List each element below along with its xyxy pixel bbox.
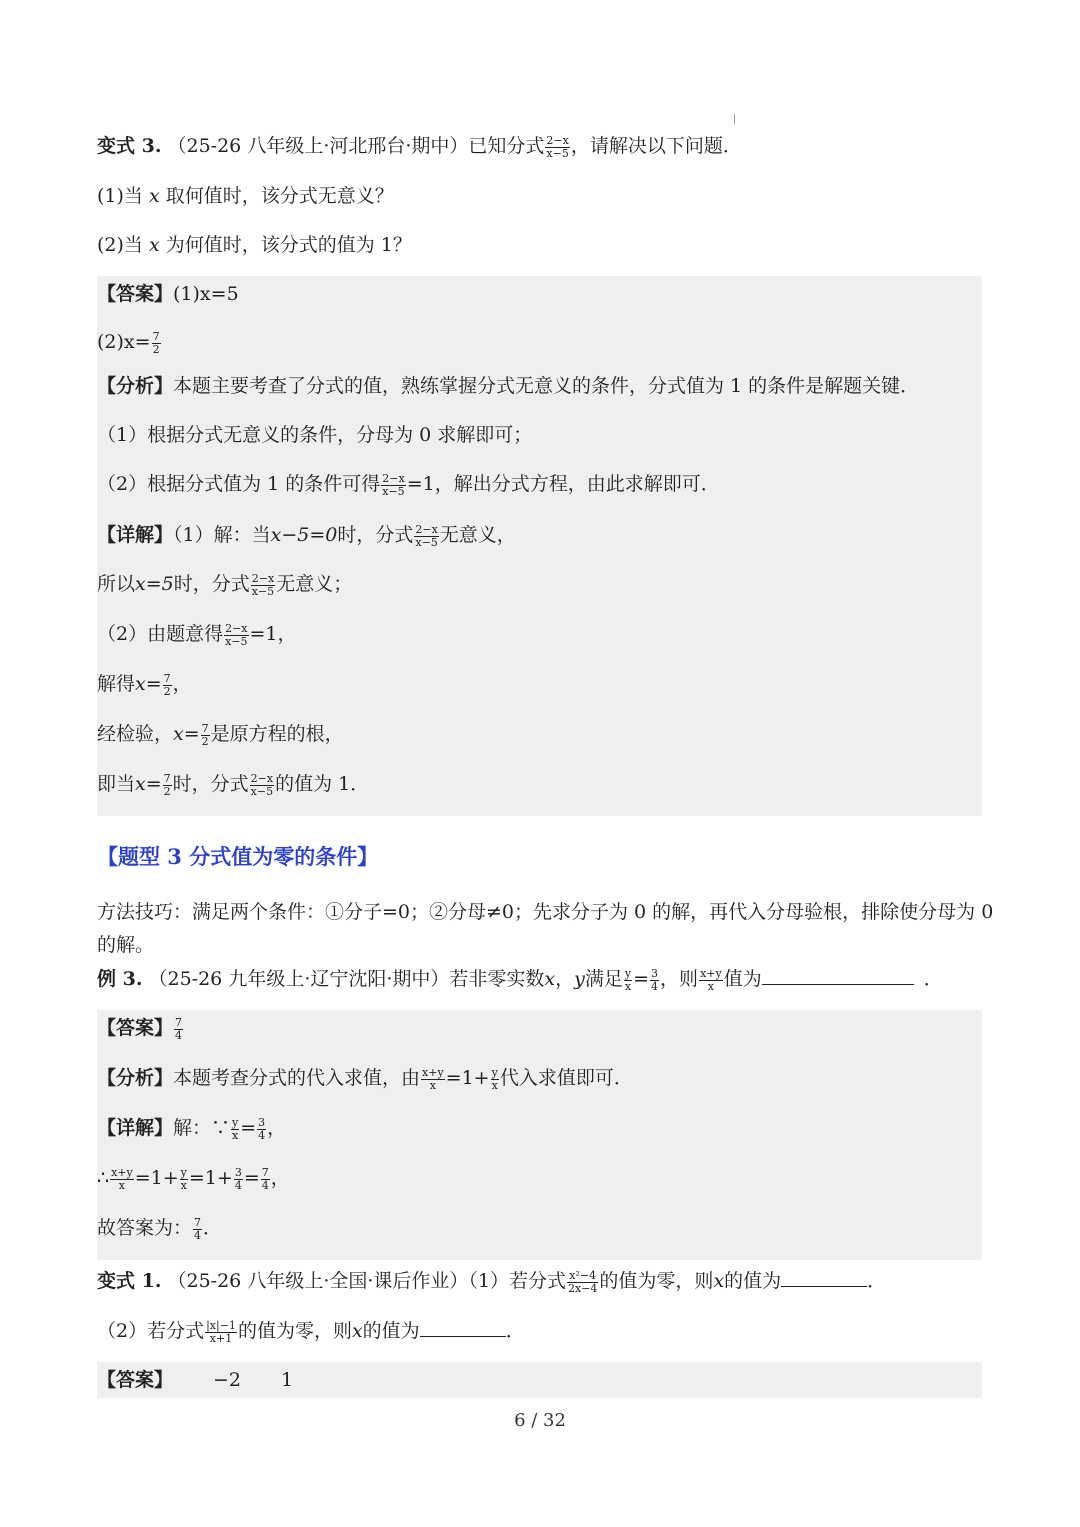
fraction-denominator: x−5	[250, 784, 274, 798]
fraction-denominator: 2	[163, 684, 171, 698]
detail-1-pre: （1）解：当	[173, 524, 271, 546]
analysis-2-pre: （2）根据分式值为 1 的条件可得	[97, 473, 381, 495]
fraction-xy-x	[110, 1167, 134, 1192]
fraction-denominator: x−5	[251, 584, 275, 598]
analysis-2-post: =1，解出分式方程，由此求解即可．	[406, 473, 720, 495]
detail-label: 【详解】	[97, 524, 174, 546]
q2-var: x	[351, 1320, 363, 1342]
answer-blank[interactable]	[762, 966, 914, 985]
example3-label: 例 3.	[97, 968, 143, 990]
fraction-numerator: 7	[194, 1215, 202, 1229]
box1-detail-2	[97, 572, 352, 598]
box1-analysis-1	[97, 423, 532, 447]
detail-1-post: 无意义，	[439, 524, 516, 546]
fraction-numerator: 3	[258, 1115, 266, 1129]
box2-answer	[97, 1016, 184, 1042]
analysis-label: 【分析】	[97, 1067, 174, 1089]
fraction-denominator: 4	[651, 979, 659, 993]
fraction-denominator: 4	[194, 1228, 202, 1242]
q1-post: 取何值时，该分式无意义？	[165, 185, 394, 207]
equals: =	[633, 968, 650, 990]
q1-pre: (1)当	[97, 185, 143, 207]
fraction-denominator: x	[707, 979, 714, 993]
detail-5-var: x=	[173, 723, 200, 745]
fraction-denominator: 2	[152, 342, 160, 356]
fraction-2x-x5	[414, 524, 438, 549]
fraction-denominator: x	[429, 1078, 436, 1092]
analysis-1: （1）根据分式无意义的条件，分母为 0 求解即可；	[97, 424, 533, 446]
box1-analysis-2	[97, 472, 720, 498]
fraction-numerator: 2−x	[251, 571, 275, 585]
detail-2-mid2: 时，分式	[173, 573, 250, 595]
fraction-numerator: 3	[234, 1165, 242, 1179]
detail-2-mid: x=5	[135, 573, 174, 595]
example3-end: ．	[923, 968, 943, 990]
separator: ，	[555, 968, 575, 990]
q2-post: 为何值时，该分式的值为 1？	[165, 234, 412, 256]
equals: =	[240, 1117, 257, 1139]
fraction-denominator: x	[118, 1178, 126, 1192]
box2-analysis	[97, 1066, 633, 1092]
method-line-1: 方法技巧：满足两个条件：①分子=0；②分母≠0；先求分子为 0 的解，再代入分母验根，排除使分母为 0	[97, 901, 994, 923]
q1-var: x	[713, 1270, 725, 1292]
fraction-7-4	[193, 1217, 202, 1242]
box1-detail-4	[97, 672, 192, 698]
fraction-denominator: x−5	[382, 484, 405, 498]
detail-label: 【详解】	[97, 1117, 174, 1139]
fraction-7-2	[163, 673, 172, 698]
detail-2-pre: ∴	[97, 1167, 110, 1189]
fraction-3-4	[650, 968, 659, 993]
answer-2: 1	[281, 1369, 294, 1391]
detail-2-pre: 所以	[97, 573, 136, 595]
fraction-numerator: 3	[651, 966, 659, 980]
fraction-y-x	[231, 1117, 239, 1142]
box1-detail-1	[97, 523, 516, 549]
q2-pre: (2)当	[97, 234, 143, 256]
variant1-source: （25-26 八年级上·全国·课后作业）	[167, 1270, 469, 1292]
detail-1-mid2: 时，分式	[337, 524, 414, 546]
detail-2-post: ，	[270, 1167, 290, 1189]
fraction-denominator: x	[180, 1178, 187, 1192]
fraction-numerator: 2−x	[250, 771, 274, 785]
example3-source: （25-26 九年级上·辽宁沈阳·期中）	[148, 968, 450, 990]
box1-detail-5	[97, 722, 344, 748]
fraction-numerator: x+y	[700, 966, 722, 980]
fraction-2x-x5	[224, 623, 248, 648]
fraction-numerator: y	[624, 966, 632, 980]
variant3-question	[97, 134, 742, 160]
q2-mid: 的值为零，则	[237, 1320, 352, 1342]
fraction-numerator: 7	[175, 1015, 183, 1029]
fraction-y-x	[624, 968, 632, 993]
detail-6-mid: 时，分式	[172, 773, 249, 795]
fraction-denominator: 2x−4	[568, 1281, 598, 1295]
variant1-q2	[97, 1318, 525, 1345]
fraction-denominator: 4	[261, 1178, 269, 1192]
fraction-numerator: 7	[261, 1165, 269, 1179]
fraction-numerator: 7	[163, 771, 171, 785]
fraction-numerator: 2−x	[382, 471, 405, 485]
fraction-numerator: y	[491, 1065, 498, 1079]
q1-var: x	[148, 185, 160, 207]
analysis-mid: =1+	[445, 1067, 490, 1089]
q2-post: 的值为	[362, 1320, 420, 1342]
example3-text-b: 满足	[584, 968, 623, 990]
detail-5-post: 是原方程的根，	[210, 723, 344, 745]
box1-analysis	[97, 374, 919, 398]
answer-1: (1)x=5	[173, 283, 239, 305]
variant3-label: 变式 3.	[97, 135, 162, 157]
example3-text-d: 值为	[723, 968, 762, 990]
box1-answer	[97, 282, 239, 306]
detail-6-post: 的值为 1．	[275, 773, 370, 795]
fraction-denominator: 4	[175, 1028, 183, 1042]
detail-6-var: x=	[135, 773, 162, 795]
detail-1-pre: 解：∵	[173, 1117, 231, 1139]
detail-5-pre: 经检验，	[97, 723, 174, 745]
var-y: y	[574, 968, 585, 990]
box1-detail-3	[97, 622, 297, 648]
box2-detail-3	[97, 1216, 222, 1242]
fraction-y-x	[180, 1167, 188, 1192]
fraction-xy-x	[699, 968, 723, 993]
fraction-denominator: x	[232, 1128, 239, 1142]
fraction-y-x	[491, 1067, 499, 1092]
q2-pre: （2）若分式	[97, 1320, 205, 1342]
fraction-3-4	[234, 1167, 243, 1192]
box3-answer	[97, 1368, 293, 1392]
answer-1: −2	[213, 1369, 242, 1391]
fraction-numerator: 2−x	[415, 522, 438, 536]
fraction-7-4	[261, 1167, 270, 1192]
fraction-numerator: x+y	[422, 1065, 444, 1079]
example3-text-c: ，则	[660, 968, 699, 990]
section-title: 【题型 3 分式值为零的条件】	[97, 844, 379, 869]
example3-text-a: 若非零实数	[449, 968, 545, 990]
fraction-7-2	[152, 331, 161, 356]
q2-var: x	[148, 234, 160, 256]
fraction-denominator: x−5	[225, 634, 248, 648]
variant3-q1	[97, 184, 394, 208]
fraction-denominator: x+1	[209, 1331, 233, 1345]
detail-3-pre: （2）由题意得	[97, 623, 224, 645]
fraction-numerator: 2−x	[546, 133, 569, 147]
variant3-q2	[97, 233, 412, 257]
fraction-denominator: x	[624, 979, 632, 993]
detail-3-post: ．	[203, 1217, 223, 1239]
variant3-source: （25-26 八年级上·河北邢台·期中）	[167, 135, 469, 157]
fraction-numerator: x+y	[111, 1165, 133, 1179]
fraction-2x-x5	[251, 573, 275, 598]
fraction-7-4	[174, 1017, 183, 1042]
fraction-2x-x5	[250, 773, 274, 798]
detail-2-post: 无意义；	[276, 573, 353, 595]
q1-end: ．	[867, 1270, 887, 1292]
fraction-denominator: 4	[258, 1128, 266, 1142]
fraction-numerator: y	[180, 1165, 187, 1179]
detail-2-c: =	[243, 1167, 260, 1189]
detail-2-a: =1+	[134, 1167, 179, 1189]
example3-question	[97, 966, 943, 993]
fraction-7-2	[163, 773, 172, 798]
fraction-denominator: 4	[234, 1178, 242, 1192]
detail-4-var: x=	[135, 673, 162, 695]
variant1-q1	[97, 1268, 886, 1295]
answer-blank-2[interactable]	[420, 1318, 506, 1337]
answer-label: 【答案】	[97, 1017, 174, 1039]
fraction-denominator: 2	[201, 734, 209, 748]
analysis-pre: 本题考查分式的代入求值，由	[173, 1067, 421, 1089]
detail-1-post: ，	[267, 1117, 287, 1139]
fraction-7-2	[201, 723, 210, 748]
fraction-denominator: x−5	[546, 146, 569, 160]
q1-pre: （1）若分式	[468, 1270, 566, 1292]
fraction-numerator: 7	[152, 329, 160, 343]
fraction-numerator: y	[232, 1115, 239, 1129]
margin-tick	[734, 114, 735, 124]
fraction-numerator: x²−4	[567, 1270, 598, 1283]
box1-detail-6	[97, 772, 369, 798]
variant3-text-b: ，请解决以下问题．	[570, 135, 742, 157]
analysis-label: 【分析】	[97, 375, 174, 397]
detail-1-mid: x−5=0	[270, 524, 338, 546]
method-line-2: 的解。	[97, 934, 155, 956]
fraction-xy-x	[421, 1067, 445, 1092]
page-number: 6 / 32	[514, 1410, 566, 1431]
answer-label: 【答案】	[97, 283, 174, 305]
fraction-absx-1	[205, 1320, 237, 1345]
fraction-denominator: x	[491, 1078, 498, 1092]
q2-end: ．	[505, 1320, 525, 1342]
variant3-text-a: 已知分式	[468, 135, 545, 157]
fraction-numerator: 7	[201, 721, 209, 735]
box2-detail-1	[97, 1116, 286, 1142]
fraction-x2-4	[567, 1270, 598, 1295]
box2-detail-2	[97, 1166, 290, 1192]
detail-3-pre: 故答案为：	[97, 1217, 193, 1239]
answer-2-pre: (2)x=	[97, 331, 151, 353]
detail-3-post: =1，	[249, 623, 297, 645]
answer-label: 【答案】	[97, 1369, 174, 1391]
fraction-2x-x5	[381, 473, 405, 498]
detail-4-post: ，	[172, 673, 192, 695]
answer-blank-1[interactable]	[781, 1268, 867, 1287]
fraction-denominator: 2	[163, 784, 171, 798]
variant1-label: 变式 1.	[97, 1270, 162, 1292]
q1-mid: 的值为零，则	[599, 1270, 714, 1292]
fraction-denominator: x−5	[415, 535, 438, 549]
q1-post: 的值为	[724, 1270, 782, 1292]
fraction-numerator: 2−x	[225, 621, 248, 635]
fraction-numerator: |x|−1	[206, 1318, 236, 1332]
var-x: x	[544, 968, 556, 990]
detail-6-pre: 即当	[97, 773, 136, 795]
fraction-numerator: 7	[163, 671, 171, 685]
box1-answer-2	[97, 330, 162, 356]
detail-2-b: =1+	[188, 1167, 233, 1189]
analysis-text: 本题主要考查了分式的值，熟练掌握分式无意义的条件，分式值为 1 的条件是解题关键．	[173, 375, 920, 397]
variant3-fraction	[545, 135, 569, 160]
fraction-3-4	[257, 1117, 266, 1142]
detail-4-pre: 解得	[97, 673, 136, 695]
analysis-post: 代入求值即可．	[499, 1067, 633, 1089]
